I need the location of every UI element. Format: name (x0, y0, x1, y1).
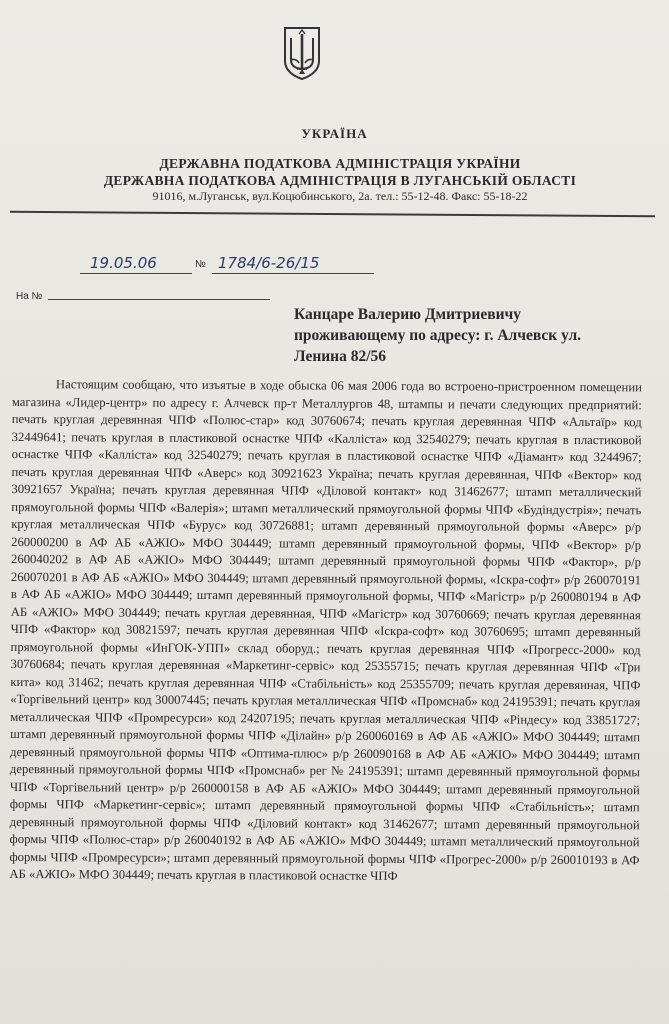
registration-line (80, 253, 380, 275)
country-title: УКРАЇНА (301, 126, 368, 141)
reply-reference-label: На № (16, 291, 43, 302)
number-label: № (195, 259, 206, 270)
letter-body-text: Настоящим сообщаю, что изъятые в ходе обыска 06 мая 2006 года во встроено-пристроенном помещении магазина «Лидер-центр» по адресу г. Алчевск пр-т Металлургов 48, штампы и печати следующих предприятий: печать круглая деревянная ЧПФ «Полюс-стар» код 30760674; печать круглая деревянная ЧПФ «Альтаїр» код 32449641; печать круглая в пластиковой оснастке ЧПФ «Калліста» код 32540279; печать круглая в пластиковой оснастке ЧПФ «Калліста» код 32540279; печать круглая в пластиковой оснастке ЧПФ «Діамант» код 3244967; печать круглая деревянная ЧПФ «Аверс» код 30921623 Україна; печать круглая деревянная, ЧПФ «Вектор» код 30921657 Україна; печать круглая деревянная ЧПФ «Діловой контакт» код 31462677; штамп металлический прямоугольной формы ЧПФ «Валерія»; штамп металлический прямоугольной формы ЧПФ «Будіндустрія»; печать круглая металлическая ЧПФ «Бурус» код 30726881; штамп деревянный прямоугольной формы «Аверс» р/р 260000200 в АФ АБ «АЖІО» МФО 304449; штамп деревянный прямоугольной формы, ЧПФ «Вектор» р/р 260040202 в АФ АБ «АЖІО» МФО 304449; штамп деревянный прямоугольной формы ЧПФ «Фактор», р/р 260070201 в АФ АБ «АЖІО» МФО 304449; штамп деревянный прямоугольной формы, «Іскра-софт» р/р 260070191 в АФ АБ «АЖІО» МФО 304449; штамп деревянный прямоугольной формы, ЧПФ «Магістр» р/р 260080194 в АФ АБ «АЖІО» МФО 304449; печать круглая деревянная, ЧПФ «Магістр» код 30760669; печать круглая деревянная ЧПФ «Фактор» код 30821597; печать круглая деревянная ЧПФ «Іскра-софт» код 30760695; штамп деревянный прямоугольной формы «ИнГОК-УПП» склад оборуд.; печать круглая деревянная ЧПФ «Прогресс-2000» код 30760684; печать круглая деревянная «Маркетинг-сервіс» код 25355715; печать круглая деревянная ЧПФ «Три кита» код 31462; печать круглая деревянная ЧПФ «Стабільність» код 25355709; печать круглая деревянная, ЧПФ «Торгівельний центр» код 30007445; печать круглая металлическая ЧПФ «Промснаб» код 24195391; печать круглая металлическая ЧПФ «Промресурси» код 24207195; печать круглая металлическая ЧПФ «Ріндесу» код 33851727; штамп деревянный прямоугольной формы ЧПФ «Ділайн» р/р 260060169 в АФ АБ «АЖІО» МФО 304449; штамп деревянный прямоугольной формы ЧПФ «Оптима-плюс» р/р 260090168 в АФ АБ «АЖІО» МФО 304449; штамп деревянный прямоугольной формы ЧПФ «Промснаб» рег № 24195391; штамп деревянный прямоугольной формы ЧПФ «Торгівельний центр» р/р 260000158 в АФ АБ «АЖІО» МФО 304449; штамп деревянный прямоугольной формы ЧПФ «Маркетинг-сервіс»; штамп деревянный прямоугольной формы ЧПФ «Стабільність»; штамп деревянный прямоугольной формы ЧПФ «Діловий контакт» код 31462677; штамп деревянный прямоугольной формы ЧПФ «Полюс-стар» р/р 260040192 в АФ АБ «АЖІО» МФО 304449; штамп металлический прямоугольной формы ЧПФ «Промресурси»; штамп деревянный прямоугольной формы ЧПФ «Прогрес-2000» р/р 260010193 в АФ АБ «АЖІО» МФО 304449; печать круглая в пластиковой оснастке ЧПФ (9, 377, 642, 884)
header-divider (10, 211, 655, 218)
date-underline (80, 273, 192, 274)
recipient-address-street: Ленина 82/56 (294, 348, 387, 365)
handwritten-date: 19.05.06 (90, 254, 157, 272)
reply-reference-line (48, 299, 270, 300)
organization-address: 91016, м.Луганськ, вул.Коцюбинського, 2а. тел.: 55-12-48. Факс: 55-18-22 (152, 189, 528, 203)
recipient-address-line: проживающему по адресу: г. Алчевск ул. (294, 327, 582, 344)
organization-name-national: ДЕРЖАВНА ПОДАТКОВА АДМІНІСТРАЦІЯ УКРАЇНИ (159, 156, 521, 171)
organization-name-regional: ДЕРЖАВНА ПОДАТКОВА АДМІНІСТРАЦІЯ В ЛУГАНСЬКІЙ ОБЛАСТІ (103, 173, 577, 188)
number-underline (212, 273, 374, 274)
recipient-block (294, 304, 654, 367)
recipient-name: Канцаре Валерию Дмитриевичу (294, 306, 522, 323)
trident-emblem-icon (282, 25, 322, 81)
handwritten-outgoing-number: 1784/6-26/15 (218, 254, 320, 272)
